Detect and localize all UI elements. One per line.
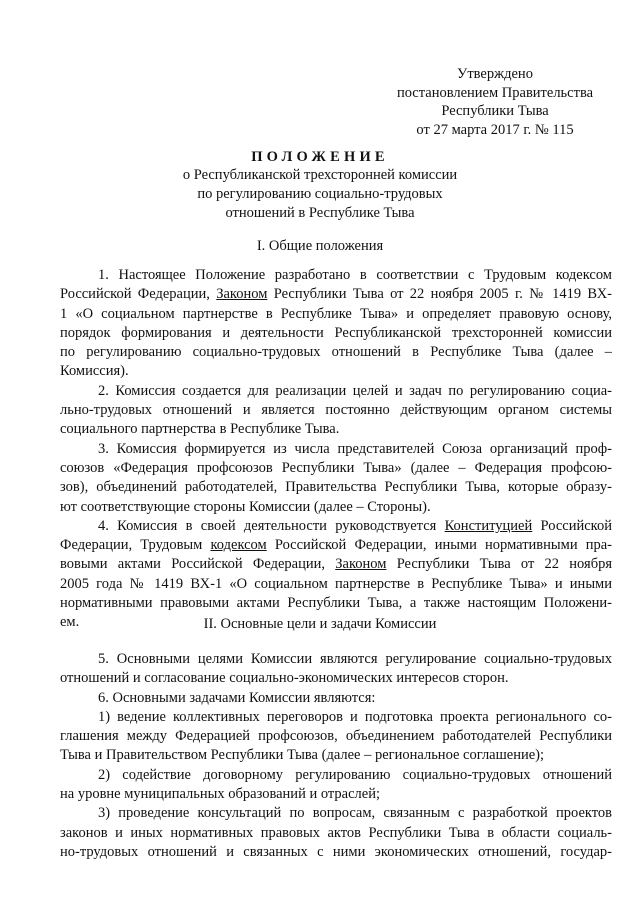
document-title: ПОЛОЖЕНИЕ [251, 149, 389, 165]
paragraph-line: по регулированию социально-трудовых отношений в Республике Тыва (далее – [60, 344, 612, 361]
subtitle-line: по регулированию социально-трудовых [197, 186, 443, 202]
paragraph-line [60, 555, 612, 574]
section-body-goals [60, 650, 612, 862]
paragraph-line: 3) проведение консультаций по вопросам, связанным с разработкой проектов [98, 805, 612, 822]
document-subtitle [0, 166, 640, 223]
subtitle-line: отношений в Республике Тыва [225, 205, 415, 221]
paragraph-line: союзов «Федерация профсоюзов Республики Тыва» (далее – Федерация профсою- [60, 459, 612, 476]
paragraph-line: зов), объединений работодателей, Правительства Республики Тыва, которые образу- [60, 479, 612, 496]
paragraph-line: льно-трудовых отношений и является постоянно действующим органом системы [60, 402, 612, 419]
paragraph-line: 2) содействие договорному регулированию социально-трудовых отношений [98, 766, 612, 783]
text-run: Российской Федерации, иными нормативными пра- [274, 537, 612, 554]
text-run: Российской Федерации, [60, 286, 210, 303]
paragraph-line: отношений и согласование социально-экономических интересов сторон. [60, 670, 509, 687]
paragraph-line: 1) ведение коллективных переговоров и подготовка проекта регионального со- [98, 708, 612, 725]
paragraph-line: 2. Комиссия создается для реализации целей и задач по регулированию социа- [98, 382, 612, 399]
paragraph-line: 1 «О социальном партнерстве в Республике Тыва» и определяет правовую основу, [60, 305, 612, 322]
text-run: 4. Комиссия в своей деятельности руководствуется [98, 517, 437, 534]
code-link[interactable]: кодексом [210, 537, 267, 554]
paragraph-line [60, 536, 612, 555]
paragraph-line: ют соответствующие стороны Комиссии (далее – Стороны). [60, 498, 431, 515]
paragraph-line: социального партнерства в Республике Тыва. [60, 421, 340, 438]
paragraph-line: 1. Настоящее Положение разработано в соответствии с Трудовым кодексом [98, 267, 612, 283]
subtitle-line: о Республиканской трехсторонней комиссии [182, 167, 458, 183]
approval-date: от 27 марта 2017 г. № 115 [416, 121, 574, 138]
paragraph-line: ем. [60, 614, 80, 631]
paragraph-line: нормативными правовыми актами Республики Тыва, а также настоящим Положени- [60, 595, 612, 612]
paragraph-line: 5. Основными целями Комиссии являются регулирование социально-трудовых [98, 651, 612, 667]
law-link[interactable]: Законом [216, 286, 268, 303]
constitution-link[interactable]: Конституцией [444, 517, 533, 534]
approval-line: постановлением Правительства [396, 84, 594, 101]
section-heading-general: I. Общие положения [256, 238, 384, 254]
text-run: Республики Тыва от 22 ноября [396, 556, 612, 573]
paragraph-line [60, 517, 612, 536]
approval-line: Республики Тыва [441, 103, 549, 120]
text-run: Российской [540, 517, 612, 534]
text-run: Республики Тыва от 22 ноября 2005 г. № 1419 ВХ- [273, 286, 612, 303]
section-heading-goals: II. Основные цели и задачи Комиссии [203, 616, 437, 632]
paragraph-line: Тыва и Правительством Республики Тыва (далее – региональное соглашение); [60, 747, 545, 764]
paragraph-line: законов и иных нормативных правовых актов Республики Тыва в области социаль- [60, 824, 612, 841]
law-link[interactable]: Законом [335, 556, 387, 573]
text-run: вовыми актами Российской Федерации, [60, 556, 326, 573]
paragraph-line: на уровне муниципальных образований и отраслей; [60, 786, 380, 803]
approval-stamp [380, 65, 610, 139]
paragraph-line: глашения между Федерацией профсоюзов, объединением работодателей Республики [60, 728, 612, 745]
approval-line: Утверждено [457, 66, 533, 82]
paragraph-line: 6. Основными задачами Комиссии являются: [98, 689, 376, 706]
text-run: Федерации, Трудовым [60, 537, 203, 554]
paragraph-line: Комиссия). [60, 363, 129, 380]
paragraph-line: 2005 года № 1419 ВХ-1 «О социальном партнерстве в Республике Тыва» и иными [60, 575, 612, 592]
section-body-general [60, 266, 612, 633]
paragraph-line: порядок формирования и деятельности Республиканской трехсторонней комиссии [60, 324, 612, 341]
paragraph-line [60, 285, 612, 304]
paragraph-line: но-трудовых отношений и связанных с ними экономических отношений, государ- [60, 843, 612, 860]
paragraph-line: 3. Комиссия формируется из числа представителей Союза организаций проф- [98, 440, 612, 457]
